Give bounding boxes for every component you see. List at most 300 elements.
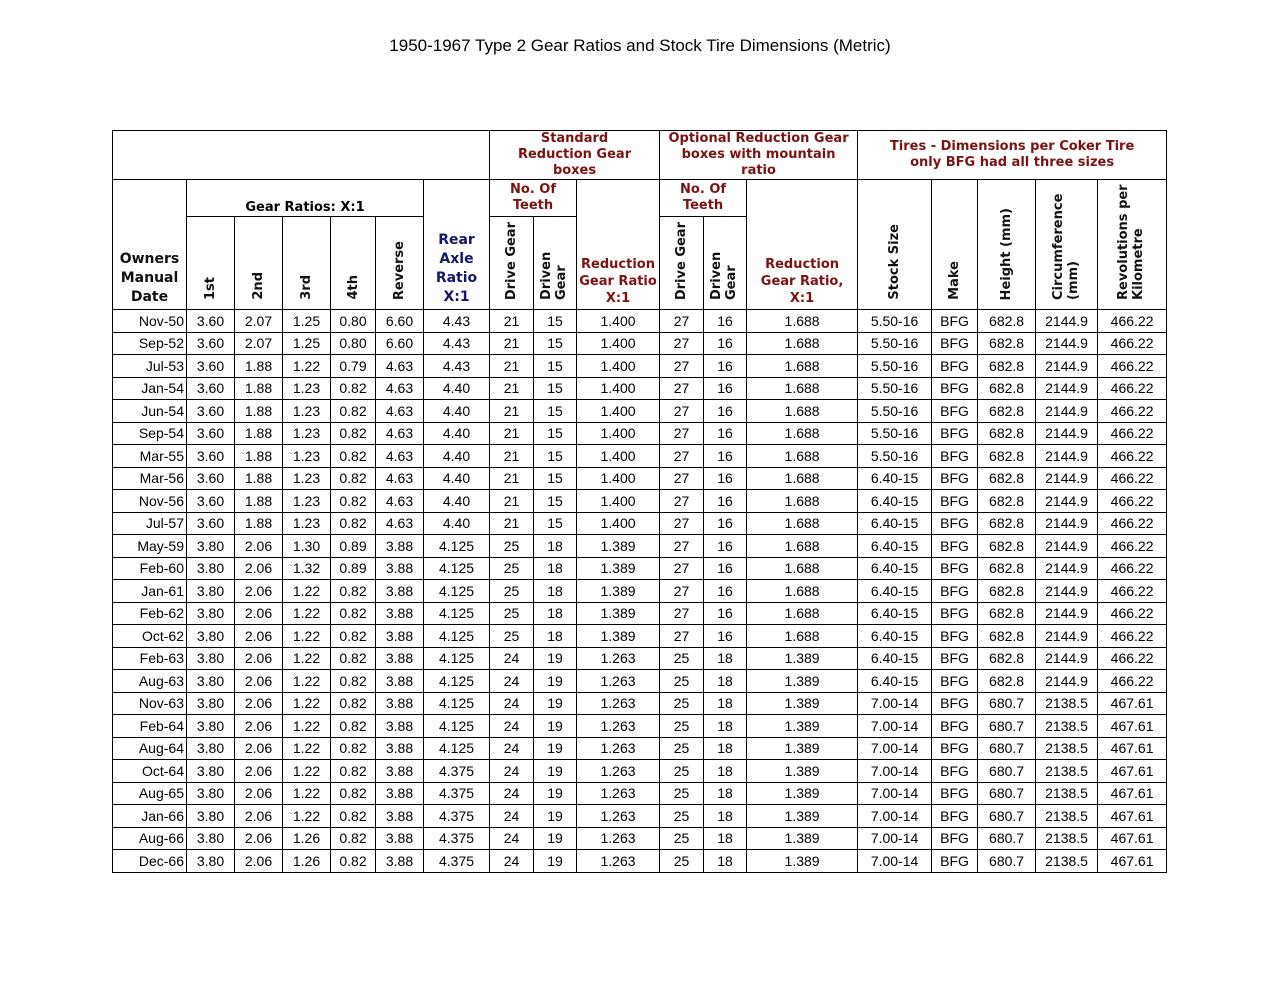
table-cell: 1.23	[283, 377, 331, 400]
table-cell: 0.82	[331, 782, 376, 805]
table-row	[113, 467, 1167, 490]
table-cell: 1.688	[747, 535, 858, 558]
table-cell: 27	[660, 535, 704, 558]
table-cell: 3.88	[376, 760, 424, 783]
table-cell: 4.375	[424, 850, 490, 873]
table-cell: 15	[534, 355, 577, 378]
table-cell: 1.688	[747, 490, 858, 513]
table-cell: 0.82	[331, 827, 376, 850]
table-cell: 21	[490, 490, 534, 513]
table-cell: 15	[534, 400, 577, 423]
table-cell: 466.22	[1098, 400, 1167, 423]
table-cell: 18	[704, 715, 747, 738]
table-cell: 2144.9	[1036, 400, 1098, 423]
table-cell: 6.40-15	[858, 535, 932, 558]
table-cell: 466.22	[1098, 535, 1167, 558]
table-cell: 4.40	[424, 445, 490, 468]
table-cell: 466.22	[1098, 557, 1167, 580]
table-cell: 1.263	[577, 647, 660, 670]
table-cell: 4.125	[424, 692, 490, 715]
table-cell: 2.06	[235, 760, 283, 783]
table-row	[113, 625, 1167, 648]
row-date-cell: Sep-52	[113, 332, 187, 355]
table-cell: 1.23	[283, 445, 331, 468]
table-cell: 466.22	[1098, 310, 1167, 333]
table-row	[113, 580, 1167, 603]
table-cell: 7.00-14	[858, 805, 932, 828]
table-cell: 1.263	[577, 805, 660, 828]
table-cell: 3.60	[187, 332, 235, 355]
table-row	[113, 737, 1167, 760]
table-cell: 25	[660, 850, 704, 873]
table-cell: 1.688	[747, 400, 858, 423]
table-cell: 19	[534, 782, 577, 805]
table-cell: BFG	[932, 490, 978, 513]
table-cell: 6.40-15	[858, 647, 932, 670]
table-cell: 4.40	[424, 422, 490, 445]
table-cell: 6.40-15	[858, 670, 932, 693]
table-cell: 3.88	[376, 715, 424, 738]
table-cell: 2144.9	[1036, 625, 1098, 648]
table-cell: 4.125	[424, 715, 490, 738]
table-cell: 3.60	[187, 310, 235, 333]
table-cell: 3.88	[376, 557, 424, 580]
table-cell: 24	[490, 692, 534, 715]
table-cell: 4.125	[424, 535, 490, 558]
table-row	[113, 850, 1167, 873]
row-date-cell: Jul-57	[113, 512, 187, 535]
table-cell: 1.88	[235, 355, 283, 378]
table-cell: 1.688	[747, 355, 858, 378]
table-cell: 1.26	[283, 850, 331, 873]
table-row	[113, 557, 1167, 580]
table-cell: 21	[490, 422, 534, 445]
table-cell: 3.60	[187, 377, 235, 400]
table-cell: 0.82	[331, 670, 376, 693]
table-cell: 1.389	[577, 580, 660, 603]
header-4th: 4th	[331, 216, 376, 309]
table-cell: 682.8	[978, 355, 1036, 378]
table-cell: 19	[534, 647, 577, 670]
table-cell: 21	[490, 400, 534, 423]
table-cell: 27	[660, 490, 704, 513]
table-cell: 682.8	[978, 400, 1036, 423]
table-cell: 16	[704, 490, 747, 513]
table-cell: BFG	[932, 692, 978, 715]
table-cell: 680.7	[978, 692, 1036, 715]
table-cell: 15	[534, 512, 577, 535]
table-cell: 18	[534, 580, 577, 603]
table-cell: 6.40-15	[858, 512, 932, 535]
table-row	[113, 670, 1167, 693]
table-cell: 19	[534, 670, 577, 693]
table-cell: 4.125	[424, 670, 490, 693]
row-date-cell: Feb-64	[113, 715, 187, 738]
row-date-cell: Feb-62	[113, 602, 187, 625]
page-title: 1950-1967 Type 2 Gear Ratios and Stock Tire Dimensions (Metric)	[389, 36, 891, 55]
table-cell: 682.8	[978, 332, 1036, 355]
table-row	[113, 647, 1167, 670]
table-cell: 0.82	[331, 445, 376, 468]
table-cell: 2.06	[235, 535, 283, 558]
header-no-of-teeth-opt: No. Of Teeth	[660, 180, 747, 217]
table-cell: 3.88	[376, 625, 424, 648]
table-cell: 1.25	[283, 310, 331, 333]
table-cell: 2.06	[235, 805, 283, 828]
table-cell: 18	[704, 670, 747, 693]
table-cell: 3.60	[187, 490, 235, 513]
table-cell: 7.00-14	[858, 782, 932, 805]
header-driven-gear-opt: Driven Gear	[704, 216, 747, 309]
table-body	[113, 310, 1167, 873]
table-cell: 3.60	[187, 400, 235, 423]
row-date-cell: Jan-66	[113, 805, 187, 828]
table-cell: 1.688	[747, 332, 858, 355]
table-cell: 27	[660, 625, 704, 648]
table-cell: 3.88	[376, 805, 424, 828]
table-cell: 1.400	[577, 445, 660, 468]
table-cell: BFG	[932, 422, 978, 445]
table-cell: 19	[534, 805, 577, 828]
table-row	[113, 535, 1167, 558]
table-cell: 1.88	[235, 467, 283, 490]
table-cell: 6.60	[376, 310, 424, 333]
table-cell: 3.60	[187, 355, 235, 378]
table-cell: 25	[490, 557, 534, 580]
table-cell: 466.22	[1098, 602, 1167, 625]
table-cell: 1.389	[747, 737, 858, 760]
header-standard-reduction: Standard Reduction Gear boxes	[490, 131, 660, 180]
table-cell: 18	[534, 625, 577, 648]
table-cell: 19	[534, 760, 577, 783]
table-cell: 25	[660, 737, 704, 760]
row-date-cell: Oct-64	[113, 760, 187, 783]
table-cell: 21	[490, 445, 534, 468]
table-cell: 4.63	[376, 490, 424, 513]
table-cell: 466.22	[1098, 445, 1167, 468]
table-cell: 3.80	[187, 805, 235, 828]
table-cell: 21	[490, 512, 534, 535]
table-cell: BFG	[932, 782, 978, 805]
table-cell: 2.06	[235, 692, 283, 715]
table-cell: 0.82	[331, 737, 376, 760]
table-cell: 0.82	[331, 377, 376, 400]
table-cell: 18	[534, 557, 577, 580]
table-cell: 1.389	[577, 535, 660, 558]
table-row	[113, 310, 1167, 333]
table-cell: 0.82	[331, 805, 376, 828]
table-cell: 4.375	[424, 827, 490, 850]
table-cell: 24	[490, 715, 534, 738]
table-cell: 25	[660, 692, 704, 715]
table-cell: 1.22	[283, 782, 331, 805]
table-cell: 25	[490, 625, 534, 648]
table-row	[113, 445, 1167, 468]
table-cell: BFG	[932, 557, 978, 580]
table-cell: 1.88	[235, 422, 283, 445]
table-cell: 4.375	[424, 760, 490, 783]
table-cell: 1.400	[577, 422, 660, 445]
table-cell: 25	[490, 602, 534, 625]
table-cell: BFG	[932, 310, 978, 333]
table-cell: 2138.5	[1036, 850, 1098, 873]
table-cell: 3.80	[187, 827, 235, 850]
row-date-cell: Nov-50	[113, 310, 187, 333]
table-cell: 1.25	[283, 332, 331, 355]
row-date-cell: Jul-53	[113, 355, 187, 378]
table-cell: 1.22	[283, 355, 331, 378]
table-cell: 2138.5	[1036, 827, 1098, 850]
table-cell: 3.80	[187, 737, 235, 760]
table-cell: BFG	[932, 805, 978, 828]
table-cell: 467.61	[1098, 760, 1167, 783]
table-cell: 466.22	[1098, 377, 1167, 400]
table-cell: 4.63	[376, 422, 424, 445]
table-cell: 1.688	[747, 377, 858, 400]
table-cell: 24	[490, 670, 534, 693]
table-cell: 18	[704, 760, 747, 783]
table-cell: 1.688	[747, 467, 858, 490]
table-cell: 1.22	[283, 760, 331, 783]
table-cell: 1.22	[283, 737, 331, 760]
table-cell: 2138.5	[1036, 692, 1098, 715]
table-row	[113, 377, 1167, 400]
table-cell: 2.06	[235, 737, 283, 760]
table-cell: 3.60	[187, 467, 235, 490]
row-date-cell: Mar-56	[113, 467, 187, 490]
table-cell: 21	[490, 355, 534, 378]
table-cell: 680.7	[978, 737, 1036, 760]
table-cell: 1.23	[283, 490, 331, 513]
table-cell: 466.22	[1098, 332, 1167, 355]
table-cell: 6.60	[376, 332, 424, 355]
header-driven-gear-std: Driven Gear	[534, 216, 577, 309]
table-cell: 25	[660, 760, 704, 783]
table-cell: 0.82	[331, 647, 376, 670]
table-cell: 1.22	[283, 805, 331, 828]
table-cell: 7.00-14	[858, 760, 932, 783]
table-cell: 16	[704, 467, 747, 490]
table-cell: 15	[534, 310, 577, 333]
table-row	[113, 490, 1167, 513]
table-cell: 2144.9	[1036, 557, 1098, 580]
table-cell: 4.63	[376, 355, 424, 378]
table-cell: 21	[490, 377, 534, 400]
table-cell: 27	[660, 422, 704, 445]
table-cell: 18	[704, 827, 747, 850]
table-cell: 15	[534, 445, 577, 468]
table-cell: 3.80	[187, 782, 235, 805]
table-cell: 2144.9	[1036, 490, 1098, 513]
table-cell: 6.40-15	[858, 557, 932, 580]
header-1st: 1st	[187, 216, 235, 309]
table-cell: 27	[660, 400, 704, 423]
table-cell: BFG	[932, 760, 978, 783]
table-cell: 2138.5	[1036, 715, 1098, 738]
table-cell: 18	[534, 535, 577, 558]
table-cell: 0.89	[331, 535, 376, 558]
table-cell: 19	[534, 692, 577, 715]
table-cell: 467.61	[1098, 827, 1167, 850]
table-cell: 1.30	[283, 535, 331, 558]
table-cell: 4.43	[424, 310, 490, 333]
table-cell: 1.22	[283, 580, 331, 603]
table-cell: 1.88	[235, 445, 283, 468]
table-cell: 3.80	[187, 760, 235, 783]
table-cell: 0.82	[331, 400, 376, 423]
row-date-cell: May-59	[113, 535, 187, 558]
table-cell: 0.79	[331, 355, 376, 378]
table-cell: 18	[704, 850, 747, 873]
table-cell: 16	[704, 625, 747, 648]
table-cell: 6.40-15	[858, 580, 932, 603]
table-cell: 1.400	[577, 512, 660, 535]
table-cell: 16	[704, 310, 747, 333]
table-cell: BFG	[932, 332, 978, 355]
row-date-cell: Nov-56	[113, 490, 187, 513]
table-cell: 3.88	[376, 827, 424, 850]
table-cell: 15	[534, 490, 577, 513]
table-cell: 27	[660, 377, 704, 400]
table-cell: 1.688	[747, 625, 858, 648]
table-cell: 466.22	[1098, 422, 1167, 445]
table-cell: 4.63	[376, 377, 424, 400]
table-cell: BFG	[932, 355, 978, 378]
table-cell: 2138.5	[1036, 782, 1098, 805]
table-cell: 1.389	[747, 692, 858, 715]
table-cell: 2144.9	[1036, 647, 1098, 670]
header-height: Height (mm)	[978, 180, 1036, 310]
table-cell: 1.263	[577, 737, 660, 760]
table-cell: 19	[534, 850, 577, 873]
table-cell: 467.61	[1098, 850, 1167, 873]
table-cell: 4.125	[424, 580, 490, 603]
table-cell: 4.125	[424, 647, 490, 670]
table-cell: 7.00-14	[858, 850, 932, 873]
table-cell: 680.7	[978, 827, 1036, 850]
table-cell: 4.125	[424, 557, 490, 580]
row-date-cell: Jan-61	[113, 580, 187, 603]
table-cell: 682.8	[978, 512, 1036, 535]
table-cell: 7.00-14	[858, 827, 932, 850]
table-cell: BFG	[932, 850, 978, 873]
table-cell: BFG	[932, 647, 978, 670]
table-cell: 0.82	[331, 602, 376, 625]
table-cell: 3.80	[187, 625, 235, 648]
table-cell: 2.06	[235, 557, 283, 580]
table-cell: 0.82	[331, 692, 376, 715]
table-cell: 0.89	[331, 557, 376, 580]
table-cell: 4.43	[424, 355, 490, 378]
table-cell: 0.82	[331, 715, 376, 738]
table-cell: 24	[490, 827, 534, 850]
table-cell: 2138.5	[1036, 737, 1098, 760]
table-cell: 16	[704, 535, 747, 558]
table-cell: 0.80	[331, 332, 376, 355]
table-cell: 3.60	[187, 422, 235, 445]
table-cell: 0.82	[331, 760, 376, 783]
table-cell: 0.80	[331, 310, 376, 333]
table-cell: 24	[490, 737, 534, 760]
table-cell: 1.88	[235, 512, 283, 535]
table-cell: 1.389	[747, 782, 858, 805]
table-row	[113, 602, 1167, 625]
table-cell: 467.61	[1098, 805, 1167, 828]
table-cell: 1.263	[577, 692, 660, 715]
table-cell: 5.50-16	[858, 422, 932, 445]
table-cell: 466.22	[1098, 625, 1167, 648]
table-cell: 15	[534, 422, 577, 445]
table-cell: 27	[660, 557, 704, 580]
table-cell: 0.82	[331, 625, 376, 648]
table-cell: 3.80	[187, 535, 235, 558]
table-cell: 1.400	[577, 310, 660, 333]
table-cell: 16	[704, 557, 747, 580]
row-date-cell: Nov-63	[113, 692, 187, 715]
table-cell: 2144.9	[1036, 535, 1098, 558]
table-cell: 0.82	[331, 580, 376, 603]
table-cell: BFG	[932, 715, 978, 738]
table-cell: 682.8	[978, 647, 1036, 670]
table-cell: 2.06	[235, 850, 283, 873]
table-cell: 18	[534, 602, 577, 625]
table-cell: 1.400	[577, 467, 660, 490]
row-date-cell: Dec-66	[113, 850, 187, 873]
table-cell: 3.88	[376, 670, 424, 693]
table-row	[113, 782, 1167, 805]
table-cell: BFG	[932, 827, 978, 850]
table-cell: 682.8	[978, 445, 1036, 468]
table-cell: 682.8	[978, 625, 1036, 648]
row-date-cell: Oct-62	[113, 625, 187, 648]
table-cell: 467.61	[1098, 782, 1167, 805]
row-date-cell: Jan-54	[113, 377, 187, 400]
table-cell: 682.8	[978, 580, 1036, 603]
table-cell: 0.82	[331, 490, 376, 513]
row-date-cell: Aug-65	[113, 782, 187, 805]
table-cell: BFG	[932, 467, 978, 490]
table-cell: 18	[704, 805, 747, 828]
table-cell: 680.7	[978, 715, 1036, 738]
table-cell: BFG	[932, 445, 978, 468]
row-date-cell: Mar-55	[113, 445, 187, 468]
table-cell: 4.63	[376, 467, 424, 490]
table-cell: 1.22	[283, 670, 331, 693]
table-cell: 5.50-16	[858, 400, 932, 423]
table-cell: 2.06	[235, 580, 283, 603]
table-cell: 18	[704, 692, 747, 715]
table-cell: 2.06	[235, 602, 283, 625]
table-cell: 3.80	[187, 557, 235, 580]
table-cell: 1.389	[747, 827, 858, 850]
table-cell: 2.06	[235, 647, 283, 670]
table-row	[113, 805, 1167, 828]
table-cell: 1.688	[747, 512, 858, 535]
table-cell: 466.22	[1098, 355, 1167, 378]
table-cell: 1.22	[283, 715, 331, 738]
header-drive-gear-opt: Drive Gear	[660, 216, 704, 309]
header-2nd: 2nd	[235, 216, 283, 309]
table-cell: 3.80	[187, 692, 235, 715]
table-cell: 1.88	[235, 377, 283, 400]
table-cell: 16	[704, 400, 747, 423]
table-cell: 15	[534, 377, 577, 400]
table-cell: 682.8	[978, 535, 1036, 558]
header-owners-manual-date: Owners Manual Date	[113, 180, 187, 310]
table-cell: 21	[490, 467, 534, 490]
table-cell: 1.263	[577, 850, 660, 873]
table-cell: 4.43	[424, 332, 490, 355]
